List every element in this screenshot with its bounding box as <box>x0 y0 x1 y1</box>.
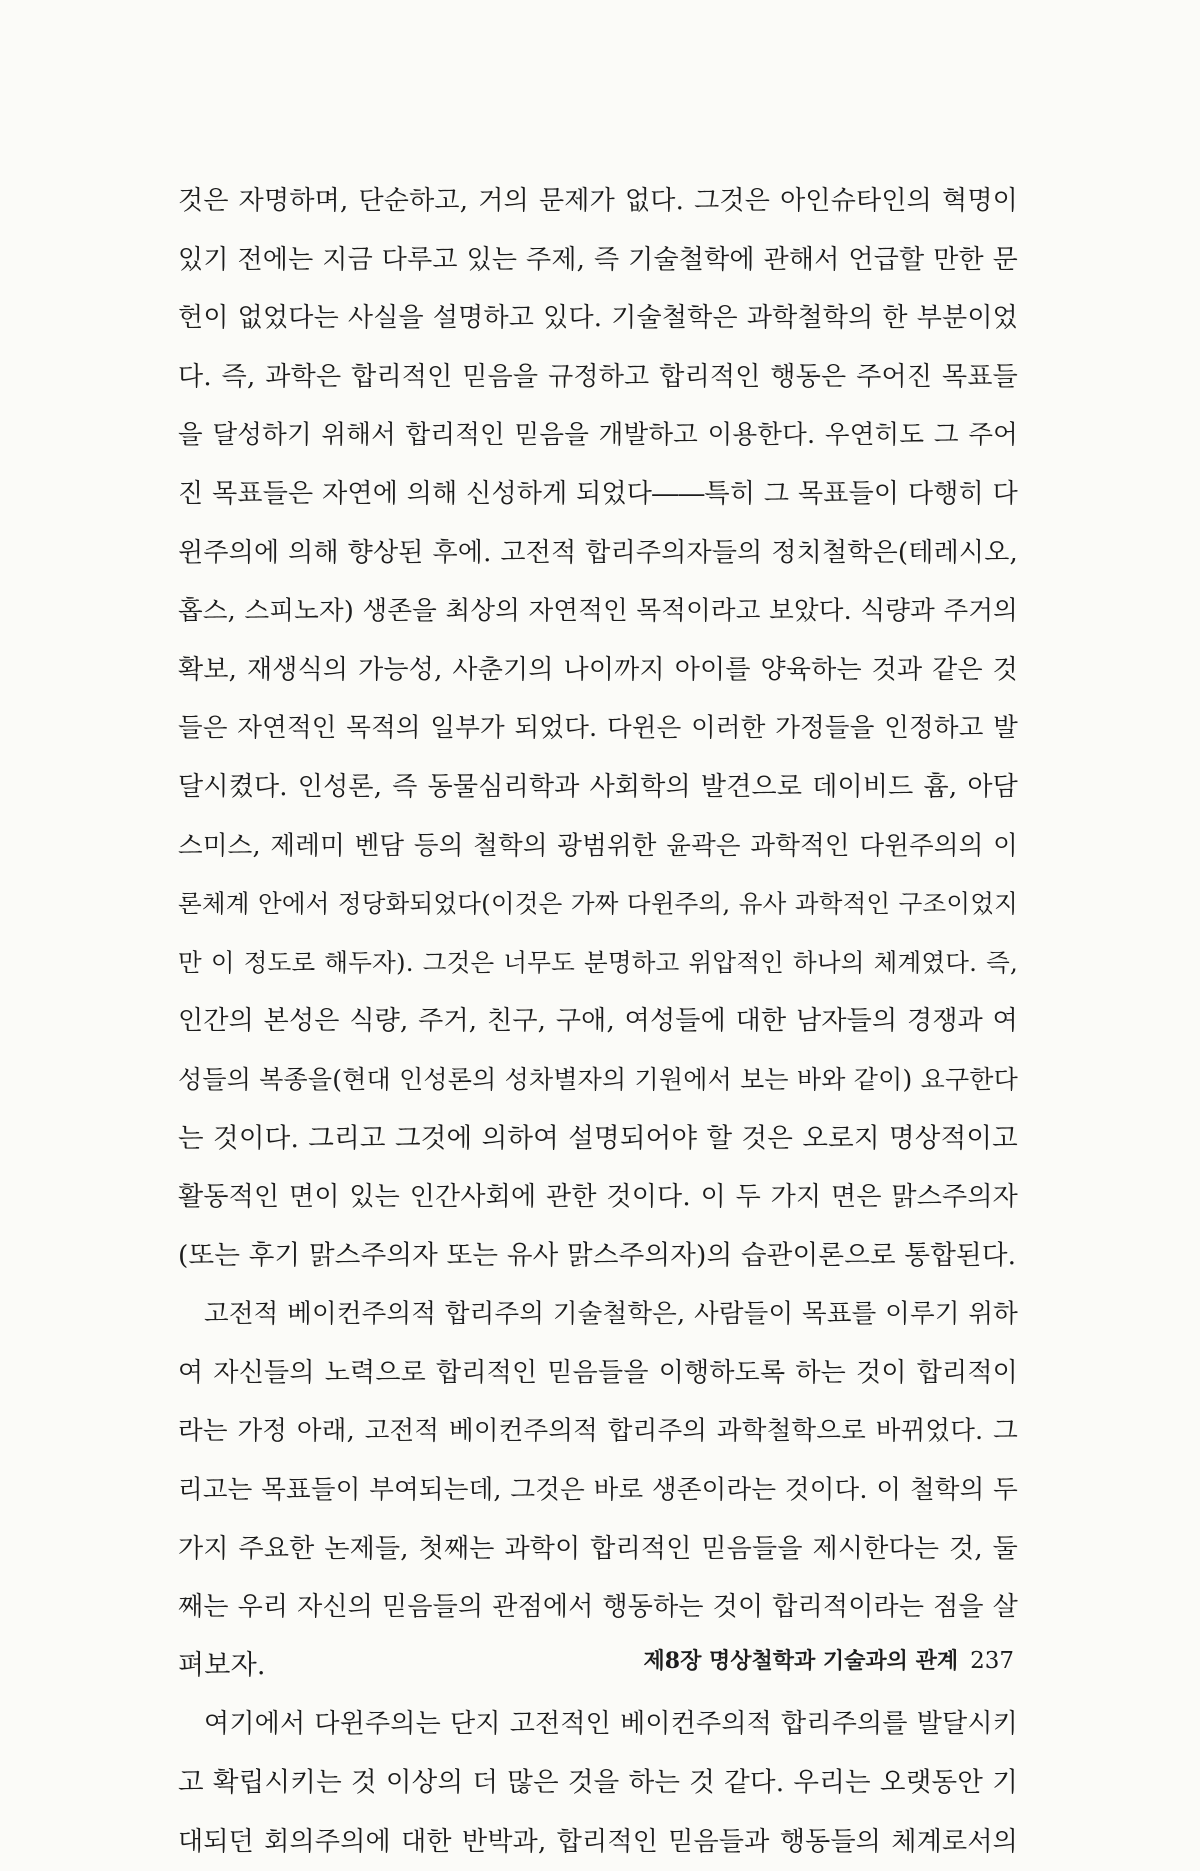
text-line: 론체계 안에서 정당화되었다(이것은 가짜 다윈주의, 유사 과학적인 구조이었지 <box>178 889 1018 919</box>
text-line: 대되던 회의주의에 대한 반박과, 합리적인 믿음들과 행동들의 체계로서의 <box>178 1826 1018 1857</box>
text-line: 고전적 베이컨주의적 합리주의 기술철학은, 사람들이 목표를 이루기 위하 <box>204 1299 1018 1330</box>
text-line: 인간의 본성은 식량, 주거, 친구, 구애, 여성들에 대한 남자들의 경쟁과 여 <box>178 1006 1018 1037</box>
text-line: 만 이 정도로 해두자). 그것은 너무도 분명하고 위압적인 하나의 체계였다. 즉, <box>178 947 1018 977</box>
text-line: 펴보자. <box>178 1649 266 1681</box>
text-line: 스미스, 제레미 벤담 등의 철학의 광범위한 윤곽은 과학적인 다윈주의의 이 <box>178 830 1018 861</box>
text-line: 들은 자연적인 목적의 일부가 되었다. 다윈은 이러한 가정들을 인정하고 발 <box>178 713 1018 744</box>
text-line: 리고는 목표들이 부여되는데, 그것은 바로 생존이라는 것이다. 이 철학의 두 <box>178 1475 1018 1506</box>
text-line: 가지 주요한 논제들, 첫째는 과학이 합리적인 믿음들을 제시한다는 것, 둘 <box>178 1533 1018 1564</box>
paragraph-2 <box>178 1285 1018 1695</box>
text-line: 여기에서 다윈주의는 단지 고전적인 베이컨주의적 합리주의를 발달시키 <box>204 1709 1018 1740</box>
paragraph-3 <box>178 1695 1018 1871</box>
text-line: 진 목표들은 자연에 의해 신성하게 되었다――특히 그 목표들이 다행히 다 <box>178 478 1018 509</box>
text-line: 활동적인 면이 있는 인간사회에 관한 것이다. 이 두 가지 면은 맑스주의자 <box>178 1182 1018 1213</box>
page-number: 237 <box>970 1648 1014 1674</box>
text-line: 째는 우리 자신의 믿음들의 관점에서 행동하는 것이 합리적이라는 점을 살 <box>178 1592 1018 1623</box>
text-line: 윈주의에 의해 향상된 후에. 고전적 합리주의자들의 정치철학은(테레시오, <box>178 537 1018 568</box>
text-line: 라는 가정 아래, 고전적 베이컨주의적 합리주의 과학철학으로 바뀌었다. 그 <box>178 1416 1018 1447</box>
body-text <box>178 172 1018 1871</box>
text-line: 헌이 없었다는 사실을 설명하고 있다. 기술철학은 과학철학의 한 부분이었 <box>178 303 1018 334</box>
text-line: 성들의 복종을(현대 인성론의 성차별자의 기원에서 보는 바와 같이) 요구한다 <box>178 1064 1018 1094</box>
text-line: 홉스, 스피노자) 생존을 최상의 자연적인 목적이라고 보았다. 식량과 주거의 <box>178 596 1018 627</box>
text-line: 여 자신들의 노력으로 합리적인 믿음들을 이행하도록 하는 것이 합리적이 <box>178 1357 1018 1388</box>
text-line: 을 달성하기 위해서 합리적인 믿음을 개발하고 이용한다. 우연히도 그 주어 <box>178 420 1018 451</box>
paragraph-1 <box>178 172 1018 1285</box>
text-line: 다. 즉, 과학은 합리적인 믿음을 규정하고 합리적인 행동은 주어진 목표들 <box>178 361 1018 392</box>
page-footer <box>644 1644 1014 1675</box>
text-line: 달시켰다. 인성론, 즉 동물심리학과 사회학의 발견으로 데이비드 흄, 아담 <box>178 771 1018 802</box>
text-line: 는 것이다. 그리고 그것에 의하여 설명되어야 할 것은 오로지 명상적이고 <box>178 1122 1018 1154</box>
text-line: 확보, 재생식의 가능성, 사춘기의 나이까지 아이를 양육하는 것과 같은 것 <box>178 654 1018 685</box>
text-line: 고 확립시키는 것 이상의 더 많은 것을 하는 것 같다. 우리는 오랫동안 기 <box>178 1767 1018 1799</box>
text-line: (또는 후기 맑스주의자 또는 유사 맑스주의자)의 습관이론으로 통합된다. <box>178 1239 1017 1271</box>
text-line: 있기 전에는 지금 다루고 있는 주제, 즉 기술철학에 관해서 언급할 만한 문 <box>178 244 1018 275</box>
text-line: 것은 자명하며, 단순하고, 거의 문제가 없다. 그것은 아인슈타인의 혁명이 <box>178 186 1018 216</box>
running-head: 제8장 명상철학과 기술과의 관계 <box>643 1648 959 1674</box>
